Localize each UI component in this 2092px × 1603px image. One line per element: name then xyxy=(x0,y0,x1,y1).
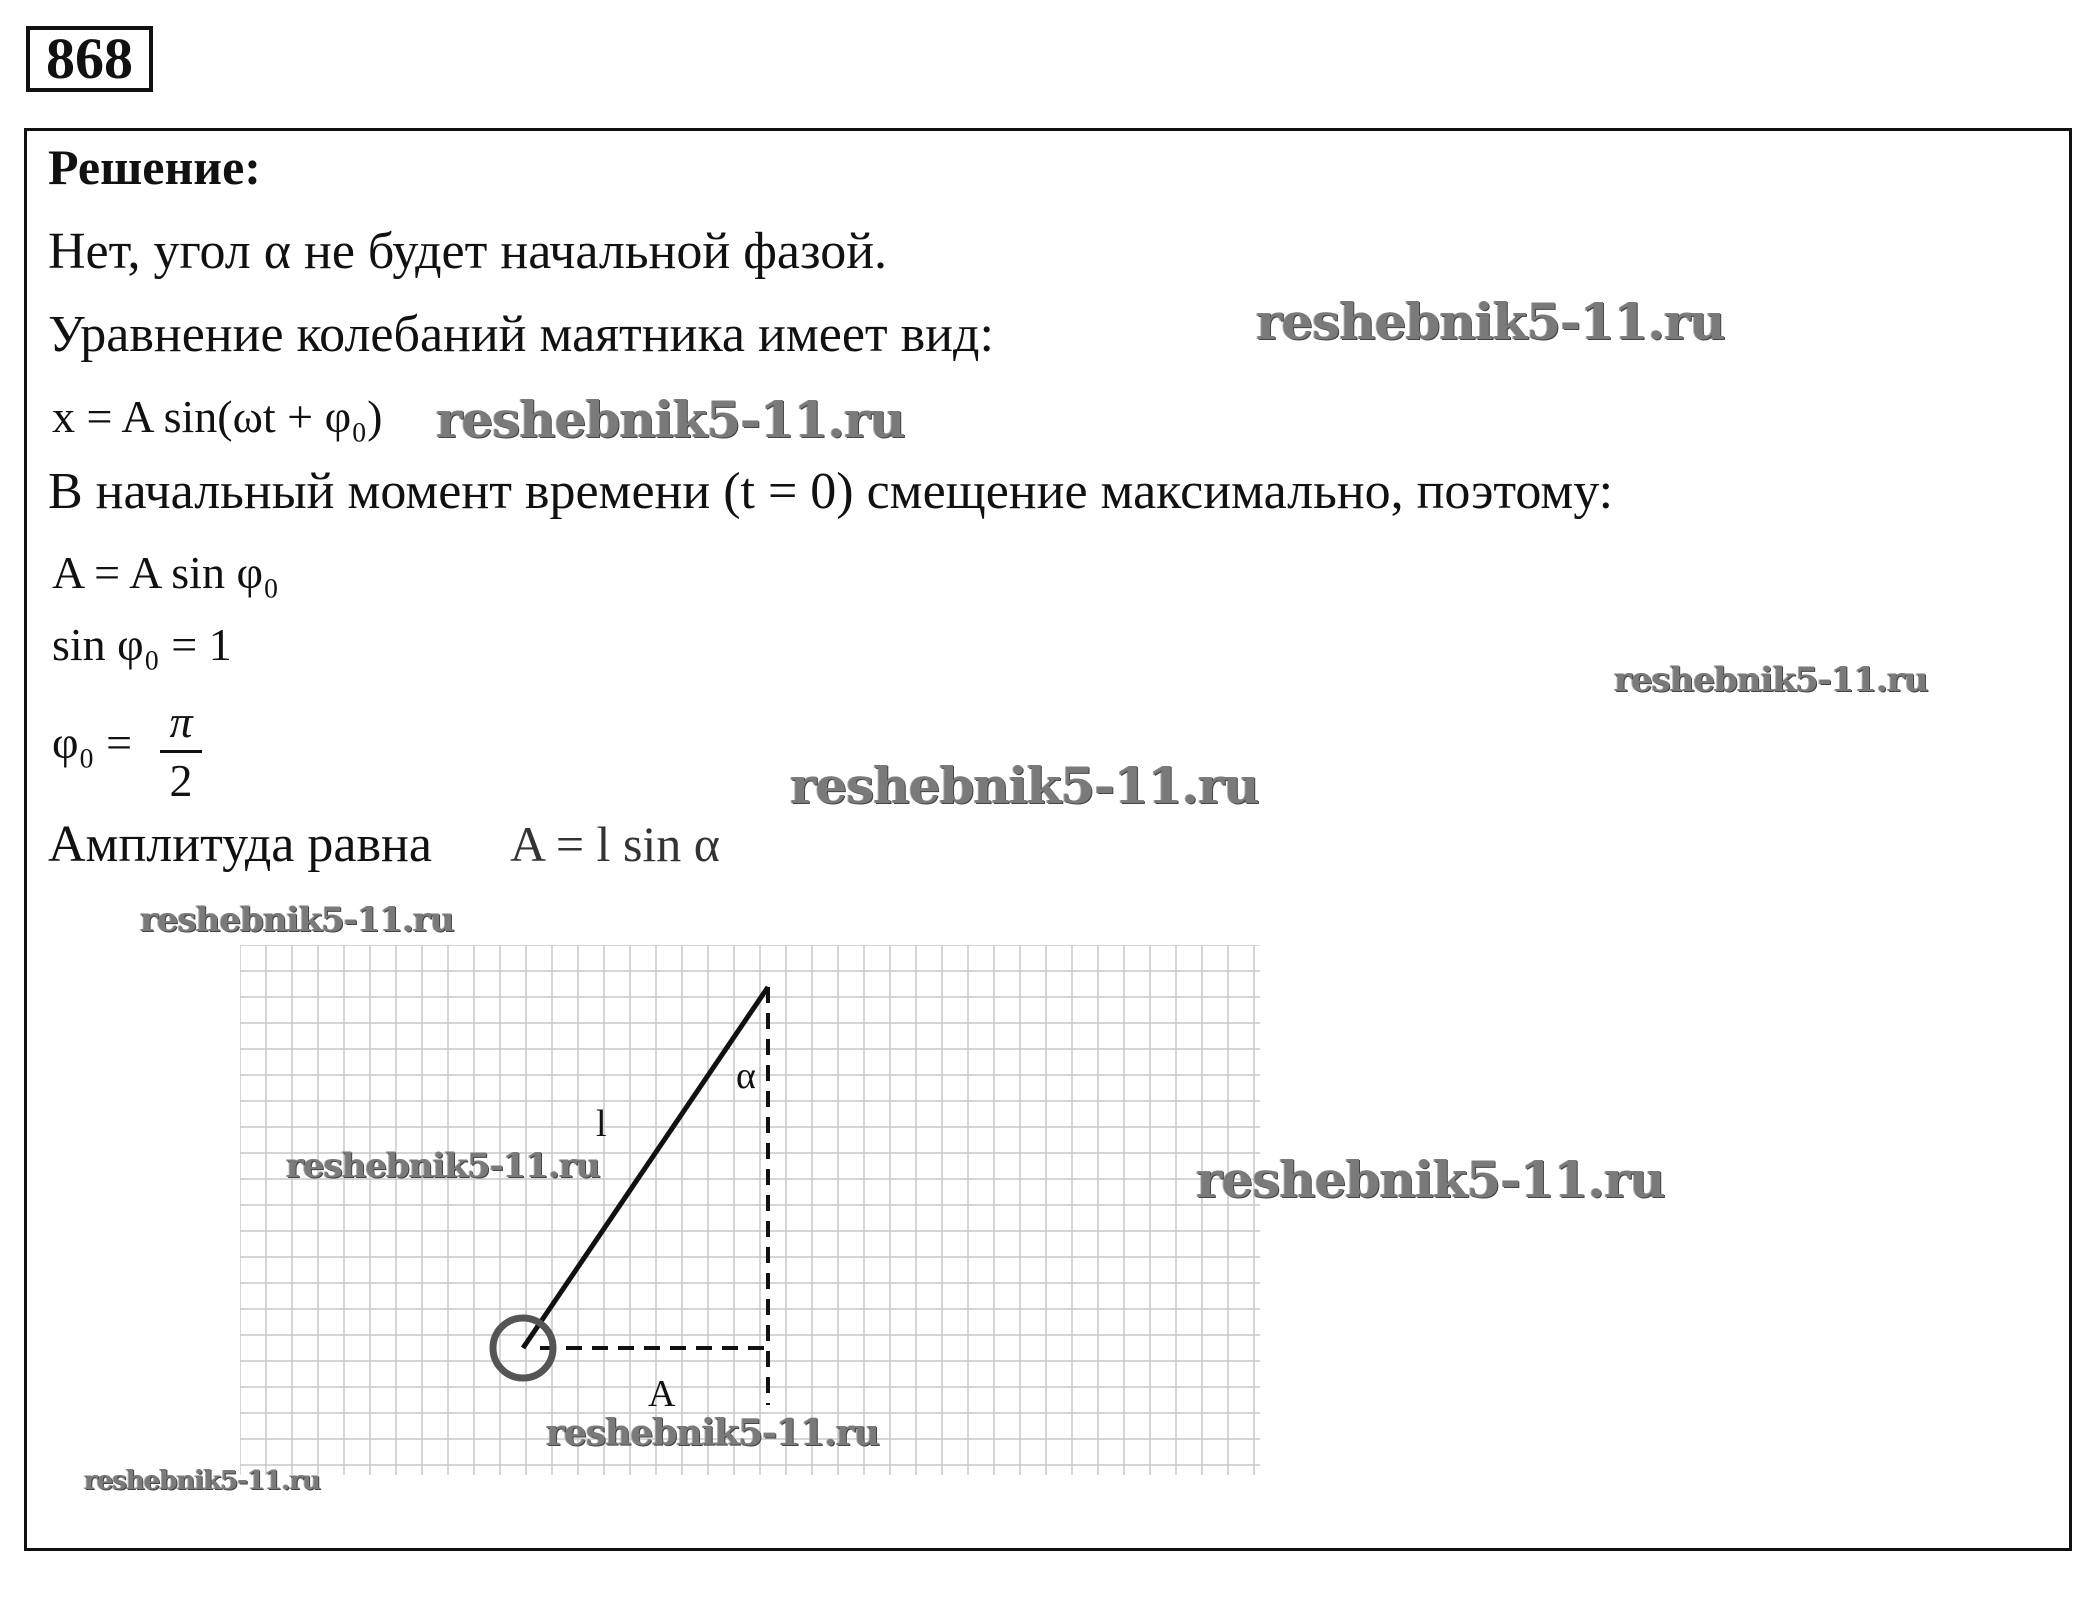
formula-phase-lhs: φ₀ = xyxy=(52,717,133,768)
amplitude-text: Амплитуда равна xyxy=(48,816,432,873)
watermark: reshebnik5-11.ru xyxy=(1614,660,1928,700)
formula-phase-fraction xyxy=(160,696,202,807)
pendulum-diagram xyxy=(240,945,1260,1475)
watermark: reshebnik5-11.ru xyxy=(1256,292,1725,351)
formula-amplitude: A = l sin α xyxy=(510,816,720,872)
fraction-bar xyxy=(160,750,202,753)
solution-heading: Решение: xyxy=(48,139,261,195)
formula-oscillation xyxy=(52,390,383,443)
watermark: reshebnik5-11.ru xyxy=(140,900,454,940)
text-line-2: Уравнение колебаний маятника имеет вид: xyxy=(48,306,994,363)
watermark: reshebnik5-11.ru xyxy=(790,756,1259,815)
fraction-numerator: π xyxy=(169,696,193,747)
formula-oscillation-text: x = A sin(ωt + φ₀) xyxy=(52,391,383,442)
grid-paper xyxy=(240,945,1260,1475)
text-line-4: В начальный момент времени (t = 0) смещение максимально, поэтому: xyxy=(48,463,1614,520)
watermark: reshebnik5-11.ru xyxy=(436,390,905,449)
formula-initial: A = A sin φ₀ xyxy=(52,547,280,598)
label-length: l xyxy=(596,1103,607,1145)
problem-number: 868 xyxy=(26,26,153,92)
text-line-1: Нет, угол α не будет начальной фазой. xyxy=(48,223,888,280)
label-angle: α xyxy=(736,1055,756,1097)
watermark: reshebnik5-11.ru xyxy=(1196,1150,1665,1209)
fraction-denominator: 2 xyxy=(169,755,193,806)
label-amplitude: A xyxy=(648,1373,676,1415)
formula-sin-value: sin φ₀ = 1 xyxy=(52,619,232,670)
watermark: reshebnik5-11.ru xyxy=(286,1146,600,1186)
watermark: reshebnik5-11.ru xyxy=(546,1412,879,1454)
watermark: reshebnik5-11.ru xyxy=(84,1466,321,1496)
